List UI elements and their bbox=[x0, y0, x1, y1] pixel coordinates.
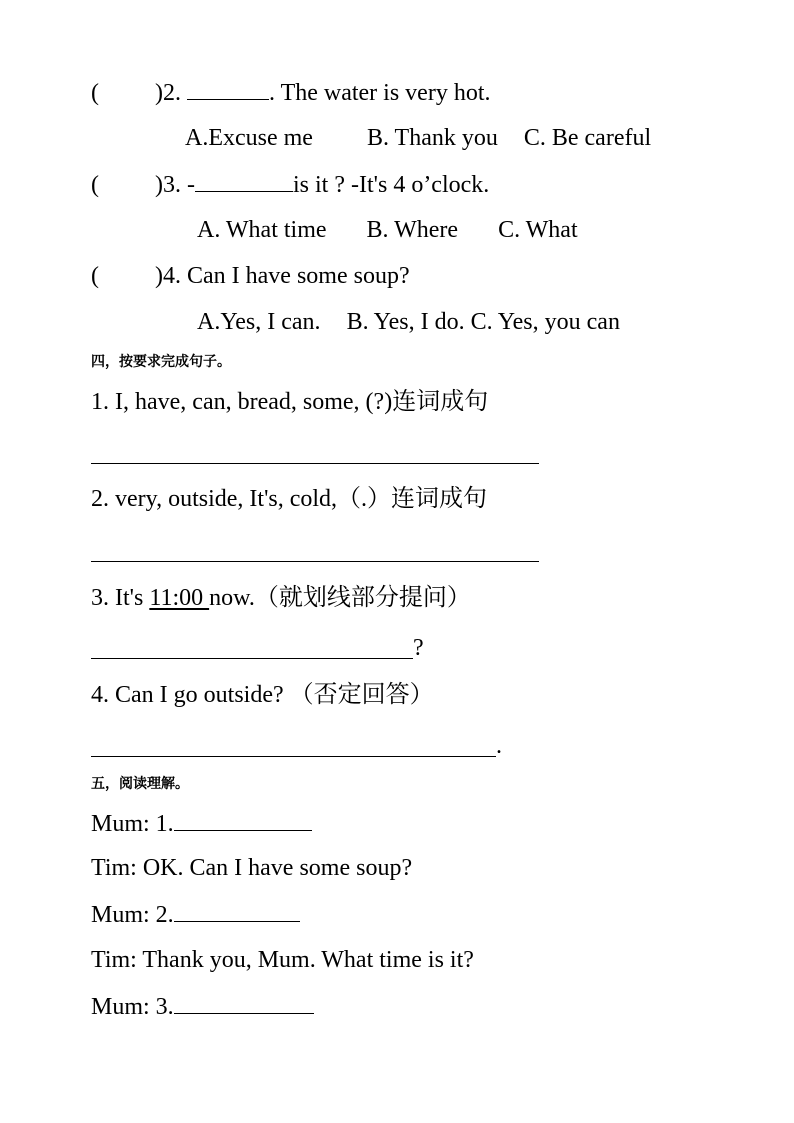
question-text: is it ? -It's 4 o’clock. bbox=[293, 172, 490, 198]
dialogue-line-3 bbox=[91, 899, 300, 930]
option-b: B. Thank you bbox=[366, 125, 498, 151]
end-mark-period: . bbox=[496, 733, 502, 759]
question-4-options bbox=[197, 307, 620, 337]
question-4 bbox=[91, 261, 410, 291]
answer-blank[interactable] bbox=[174, 991, 314, 1014]
answer-blank[interactable] bbox=[174, 808, 312, 831]
item-text: 3. It's bbox=[91, 585, 150, 611]
question-2 bbox=[91, 77, 491, 108]
question-3-options bbox=[197, 215, 578, 245]
dialogue-text: Mum: 2. bbox=[91, 902, 174, 928]
question-text: 4. Can I have some soup? bbox=[163, 263, 410, 289]
rewrite-item-1: 1. I, have, can, bread, some, (?)连词成句 bbox=[91, 389, 489, 415]
answer-paren-close: ) bbox=[155, 80, 163, 106]
option-c: C. Yes, you can bbox=[470, 309, 620, 335]
dialogue-line-5 bbox=[91, 991, 314, 1022]
item-text: now.（就划线部分提问） bbox=[209, 585, 471, 611]
option-a: A.Excuse me bbox=[185, 125, 313, 151]
section-5-heading: 五，阅读理解。 bbox=[91, 776, 189, 792]
question-text: 2. bbox=[163, 80, 187, 106]
answer-line-1[interactable] bbox=[91, 463, 539, 464]
answer-paren-open: ( bbox=[91, 80, 99, 106]
end-mark-question: ? bbox=[413, 635, 424, 661]
dialogue-line-1 bbox=[91, 808, 312, 839]
dialogue-text: Mum: 1. bbox=[91, 811, 174, 837]
section-4-heading: 四，按要求完成句子。 bbox=[91, 354, 231, 370]
option-a: A.Yes, I can. bbox=[197, 309, 321, 335]
question-text: . The water is very hot. bbox=[269, 80, 491, 106]
answer-blank[interactable] bbox=[195, 169, 293, 192]
rewrite-item-4: 4. Can I go outside? （否定回答） bbox=[91, 682, 434, 708]
rewrite-item-3 bbox=[91, 583, 471, 613]
option-b: B. Where bbox=[366, 217, 459, 243]
answer-paren-open: ( bbox=[91, 172, 99, 198]
option-b: B. Yes, I do. bbox=[346, 309, 465, 335]
answer-line-3[interactable] bbox=[91, 658, 413, 659]
question-3 bbox=[91, 169, 489, 200]
answer-blank[interactable] bbox=[187, 77, 269, 100]
answer-line-2[interactable] bbox=[91, 561, 539, 562]
answer-paren-close: ) bbox=[155, 172, 163, 198]
question-2-options bbox=[185, 123, 651, 153]
underlined-time: 11:00 bbox=[149, 585, 210, 611]
dialogue-line-2: Tim: OK. Can I have some soup? bbox=[91, 855, 413, 881]
answer-paren-open: ( bbox=[91, 263, 99, 289]
rewrite-item-2: 2. very, outside, It's, cold,（.）连词成句 bbox=[91, 486, 488, 512]
question-text: 3. - bbox=[163, 172, 195, 198]
option-a: A. What time bbox=[197, 217, 327, 243]
answer-blank[interactable] bbox=[174, 899, 300, 922]
answer-line-4[interactable] bbox=[91, 756, 496, 757]
answer-paren-close: ) bbox=[155, 263, 163, 289]
option-c: C. What bbox=[498, 217, 578, 243]
option-c: C. Be careful bbox=[523, 125, 652, 151]
dialogue-line-4: Tim: Thank you, Mum. What time is it? bbox=[91, 947, 474, 973]
dialogue-text: Mum: 3. bbox=[91, 994, 174, 1020]
